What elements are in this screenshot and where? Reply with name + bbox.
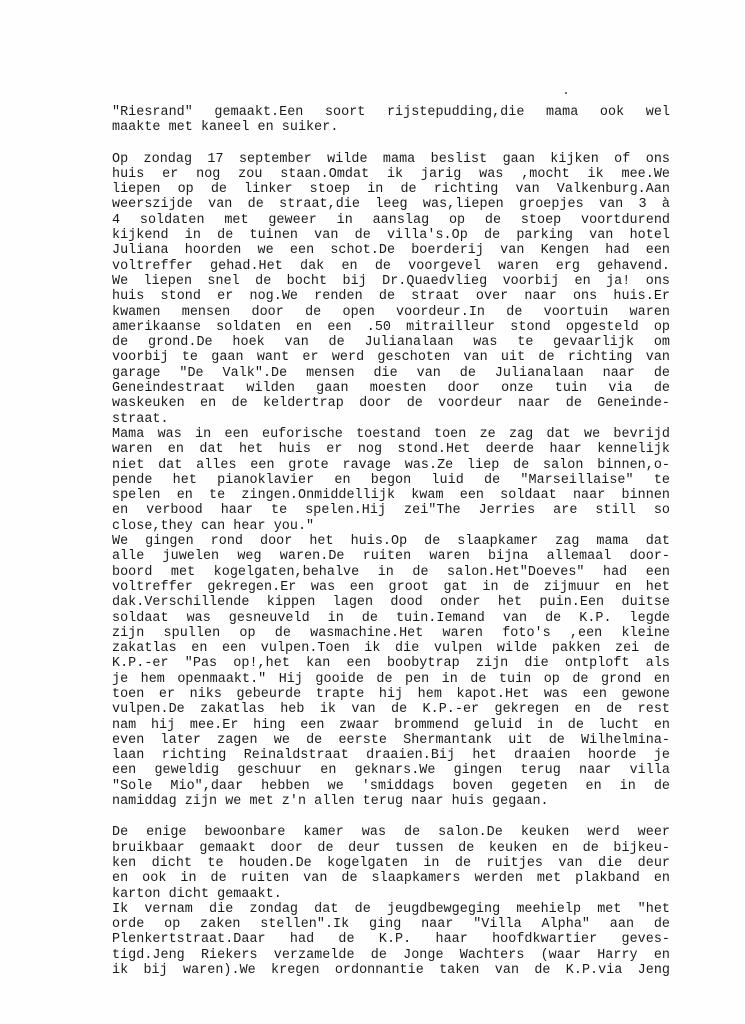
- scan-speck: [565, 92, 567, 94]
- text-line: straat.: [112, 411, 169, 427]
- text-line: "Sole Mio",daar hebben we 'smiddags boven gegeten en in de: [112, 778, 670, 794]
- document-body: [112, 105, 670, 978]
- text-line: Op zondag 17 september wilde mama beslist gaan kijken of ons: [112, 151, 670, 167]
- text-line: nam hij mee.Er hing een zwaar brommend geluid in de lucht en: [112, 717, 670, 733]
- text-line: laan richting Reinaldstraat draaien.Bij het draaien hoorde je: [112, 748, 670, 764]
- text-line: We gingen rond door het huis.Op de slaapkamer zag mama dat: [112, 534, 670, 550]
- text-line: zakatlas en een vulpen.Toen ik die vulpen wilde pakken zei de: [112, 641, 670, 657]
- text-line: voltreffer gehad.Het dak en de voorgevel waren erg gehavend.: [112, 258, 670, 274]
- text-line: je hem openmaakt." Hij gooide de pen in de tuin op de grond en: [112, 671, 670, 687]
- text-line: boord met kogelgaten,behalve in de salon.Het"Doeves" had een: [112, 564, 670, 580]
- text-line: voorbij te gaan want er werd geschoten van uit de richting van: [112, 350, 670, 366]
- text-line: ik bij waren).We kregen ordonnantie taken van de K.P.via Jeng: [112, 963, 670, 979]
- text-line: waren en dat het huis er nog stond.Het deerde haar kennelijk: [112, 442, 670, 458]
- paragraph: [112, 825, 670, 978]
- text-line: de grond.De hoek van de Julianalaan was te gevaarlijk om: [112, 335, 670, 351]
- text-line: vulpen.De zakatlas heb ik van de K.P.-er gekregen en de rest: [112, 702, 670, 718]
- text-line: en verbood haar te spelen.Hij zei"The Jerries are still so: [112, 503, 670, 519]
- text-line: kijkend in de tuinen van de villa's.Op de parking van hotel: [112, 228, 670, 244]
- text-line: huis stond er nog.We renden de straat over naar ons huis.Er: [112, 289, 670, 305]
- text-line: Mama was in een euforische toestand toen ze zag dat we bevrijd: [112, 426, 670, 442]
- text-line: Ik vernam die zondag dat de jeugdbewgeging meehielp met "het: [112, 901, 670, 917]
- text-line: We liepen snel de bocht bij Dr.Quaedvlieg voorbij en ja! ons: [112, 273, 670, 289]
- text-line: liepen op de linker stoep in de richting van Valkenburg.Aan: [112, 182, 670, 198]
- text-line: zijn spullen op de wasmachine.Het waren foto's ,een kleine: [112, 625, 670, 641]
- text-line: voltreffer gekregen.Er was een groot gat in de zijmuur en het: [112, 579, 670, 595]
- text-line: huis er nog zou staan.Omdat ik jarig was ,mocht ik mee.We: [112, 166, 670, 182]
- paragraph: [112, 152, 670, 810]
- text-line: dak.Verschillende kippen lagen dood onder het puin.Een duitse: [112, 595, 670, 611]
- paragraph-gap: [112, 809, 670, 825]
- text-line: tigd.Jeng Riekers verzamelde de Jonge Wachters (waar Harry en: [112, 947, 670, 963]
- text-line: ken dicht te houden.De kogelgaten in de ruitjes van die deur: [112, 855, 670, 871]
- text-line: maakte met kaneel en suiker.: [112, 120, 339, 136]
- text-line: niet dat alles een grote ravage was.Ze liep de salon binnen,o-: [112, 457, 670, 473]
- text-line: amerikaanse soldaten en een .50 mitrailleur stond opgesteld op: [112, 319, 670, 335]
- text-line: spelen en te zingen.Onmiddellijk kwam een soldaat naar binnen: [112, 488, 670, 504]
- text-line: close,they can hear you.": [112, 518, 315, 534]
- text-line: en ook in de ruiten van de slaapkamers werden met plakband en: [112, 871, 670, 887]
- text-line: garage "De Valk".De mensen die van de Julianalaan naar de: [112, 365, 670, 381]
- text-line: namiddag zijn we met z'n allen terug naar huis gegaan.: [112, 794, 549, 810]
- text-line: weerszijde van de straat,die leeg was,liepen groepjes van 3 à: [112, 197, 670, 213]
- paragraph: [112, 105, 670, 136]
- text-line: kwamen mensen door de open voordeur.In de voortuin waren: [112, 304, 670, 320]
- text-line: Geneindestraat wilden gaan moesten door onze tuin via de: [112, 381, 670, 397]
- text-line: soldaat was gesneuveld in de tuin.Iemand van de K.P. legde: [112, 610, 670, 626]
- text-line: 4 soldaten met geweer in aanslag op de stoep voortdurend: [112, 212, 670, 228]
- text-line: bruikbaar gemaakt door de deur tussen de keuken en de bijkeu-: [112, 840, 670, 856]
- text-line: Plenkertstraat.Daar had de K.P. haar hoofdkwartier geves-: [112, 932, 670, 948]
- text-line: karton dicht gemaakt.: [112, 886, 282, 902]
- text-line: orde op zaken stellen".Ik ging naar "Villa Alpha" aan de: [112, 917, 670, 933]
- text-line: Juliana hoorden we een schot.De boerderij van Kengen had een: [112, 243, 670, 259]
- text-line: toen er niks gebeurde trapte hij hem kapot.Het was een gewone: [112, 686, 670, 702]
- text-line: K.P.-er "Pas op!,het kan een boobytrap zijn die ontploft als: [112, 656, 670, 672]
- text-line: "Riesrand" gemaakt.Een soort rijstepudding,die mama ook wel: [112, 105, 670, 120]
- text-line: pende het pianoklavier en begon luid de "Marseillaise" te: [112, 472, 670, 488]
- paragraph-gap: [112, 136, 670, 152]
- text-line: even later zagen we de eerste Shermantank uit de Wilhelmina-: [112, 732, 670, 748]
- text-line: alle juwelen weg waren.De ruiten waren bijna allemaal door-: [112, 549, 670, 565]
- text-line: waskeuken en de keldertrap door de voordeur naar de Geneinde-: [112, 396, 670, 412]
- text-line: De enige bewoonbare kamer was de salon.De keuken werd weer: [112, 825, 670, 841]
- text-line: een geweldig geschuur en geknars.We gingen terug naar villa: [112, 763, 670, 779]
